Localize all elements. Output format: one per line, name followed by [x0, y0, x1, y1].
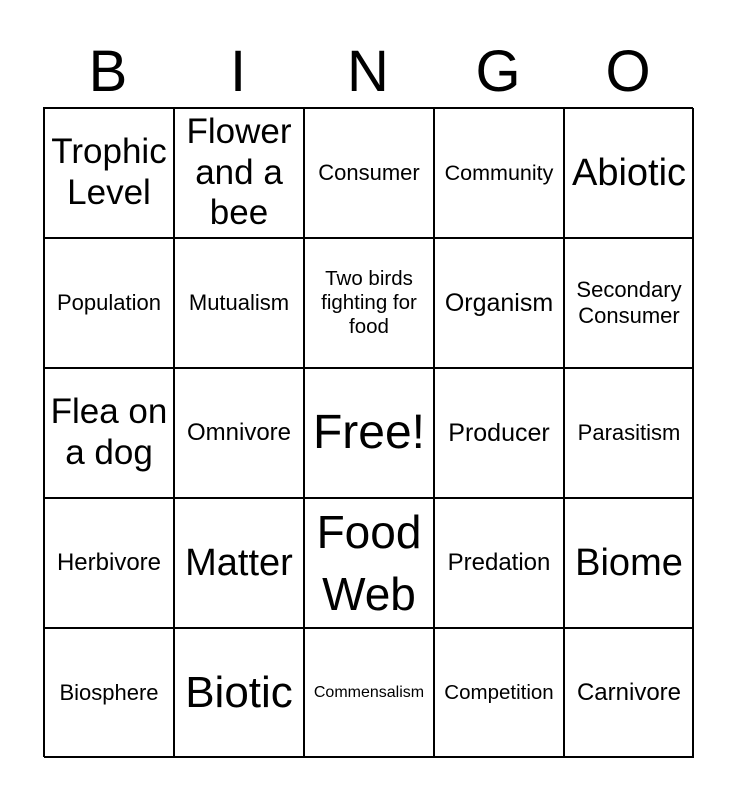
header-letter-b: B [88, 39, 128, 104]
cell-label: Commensalism [313, 683, 425, 701]
cell-label: Herbivore [56, 549, 162, 577]
cell-label: Secondary Consumer [576, 277, 682, 328]
header-letter-o: O [605, 39, 651, 104]
free-space[interactable] [304, 368, 434, 498]
bingo-board [43, 107, 693, 757]
cell-label: Consumer [318, 160, 420, 186]
bingo-cell[interactable] [304, 108, 434, 238]
cell-label: Organism [444, 288, 554, 317]
bingo-cell[interactable] [434, 368, 564, 498]
cell-label: Trophic Level [51, 132, 167, 212]
cell-label: Abiotic [571, 151, 687, 194]
cell-label: Competition [444, 681, 554, 705]
cell-label: Biotic [185, 668, 293, 718]
cell-label: Mutualism [188, 290, 290, 316]
bingo-cell[interactable] [174, 628, 304, 758]
cell-label: Two birds fighting for food [321, 267, 417, 338]
free-space-label: Free! [312, 406, 426, 460]
header-letter-g: G [475, 39, 521, 104]
bingo-cell[interactable] [44, 238, 174, 368]
bingo-cell[interactable] [434, 108, 564, 238]
header-letter-i: I [229, 39, 247, 104]
cell-label: Flower and a bee [186, 112, 292, 233]
bingo-cell[interactable] [564, 238, 694, 368]
bingo-cell[interactable] [434, 238, 564, 368]
bingo-cell[interactable] [564, 108, 694, 238]
bingo-cell[interactable] [174, 498, 304, 628]
bingo-cell[interactable] [304, 498, 434, 628]
cell-label: Parasitism [577, 420, 681, 446]
bingo-cell[interactable] [44, 498, 174, 628]
bingo-cell[interactable] [44, 368, 174, 498]
bingo-header [43, 38, 693, 106]
bingo-cell[interactable] [564, 368, 694, 498]
cell-label: Carnivore [576, 679, 682, 707]
cell-label: Biome [575, 541, 683, 584]
bingo-cell[interactable] [434, 628, 564, 758]
cell-label: Matter [185, 541, 293, 584]
bingo-cell[interactable] [564, 628, 694, 758]
bingo-cell[interactable] [564, 498, 694, 628]
cell-label: Community [444, 160, 554, 185]
bingo-cell[interactable] [304, 628, 434, 758]
bingo-cell[interactable] [174, 108, 304, 238]
bingo-cell[interactable] [174, 368, 304, 498]
cell-label: Population [57, 290, 161, 316]
bingo-cell[interactable] [44, 108, 174, 238]
bingo-cell[interactable] [304, 238, 434, 368]
bingo-cell[interactable] [434, 498, 564, 628]
bingo-cell[interactable] [44, 628, 174, 758]
cell-label: Biosphere [59, 680, 159, 706]
cell-label: Flea on a dog [50, 392, 168, 472]
cell-label: Producer [448, 418, 550, 447]
cell-label: Predation [447, 549, 551, 577]
cell-label: Food Web [316, 505, 422, 620]
bingo-cell[interactable] [174, 238, 304, 368]
header-letter-n: N [347, 39, 389, 104]
cell-label: Omnivore [186, 419, 292, 447]
